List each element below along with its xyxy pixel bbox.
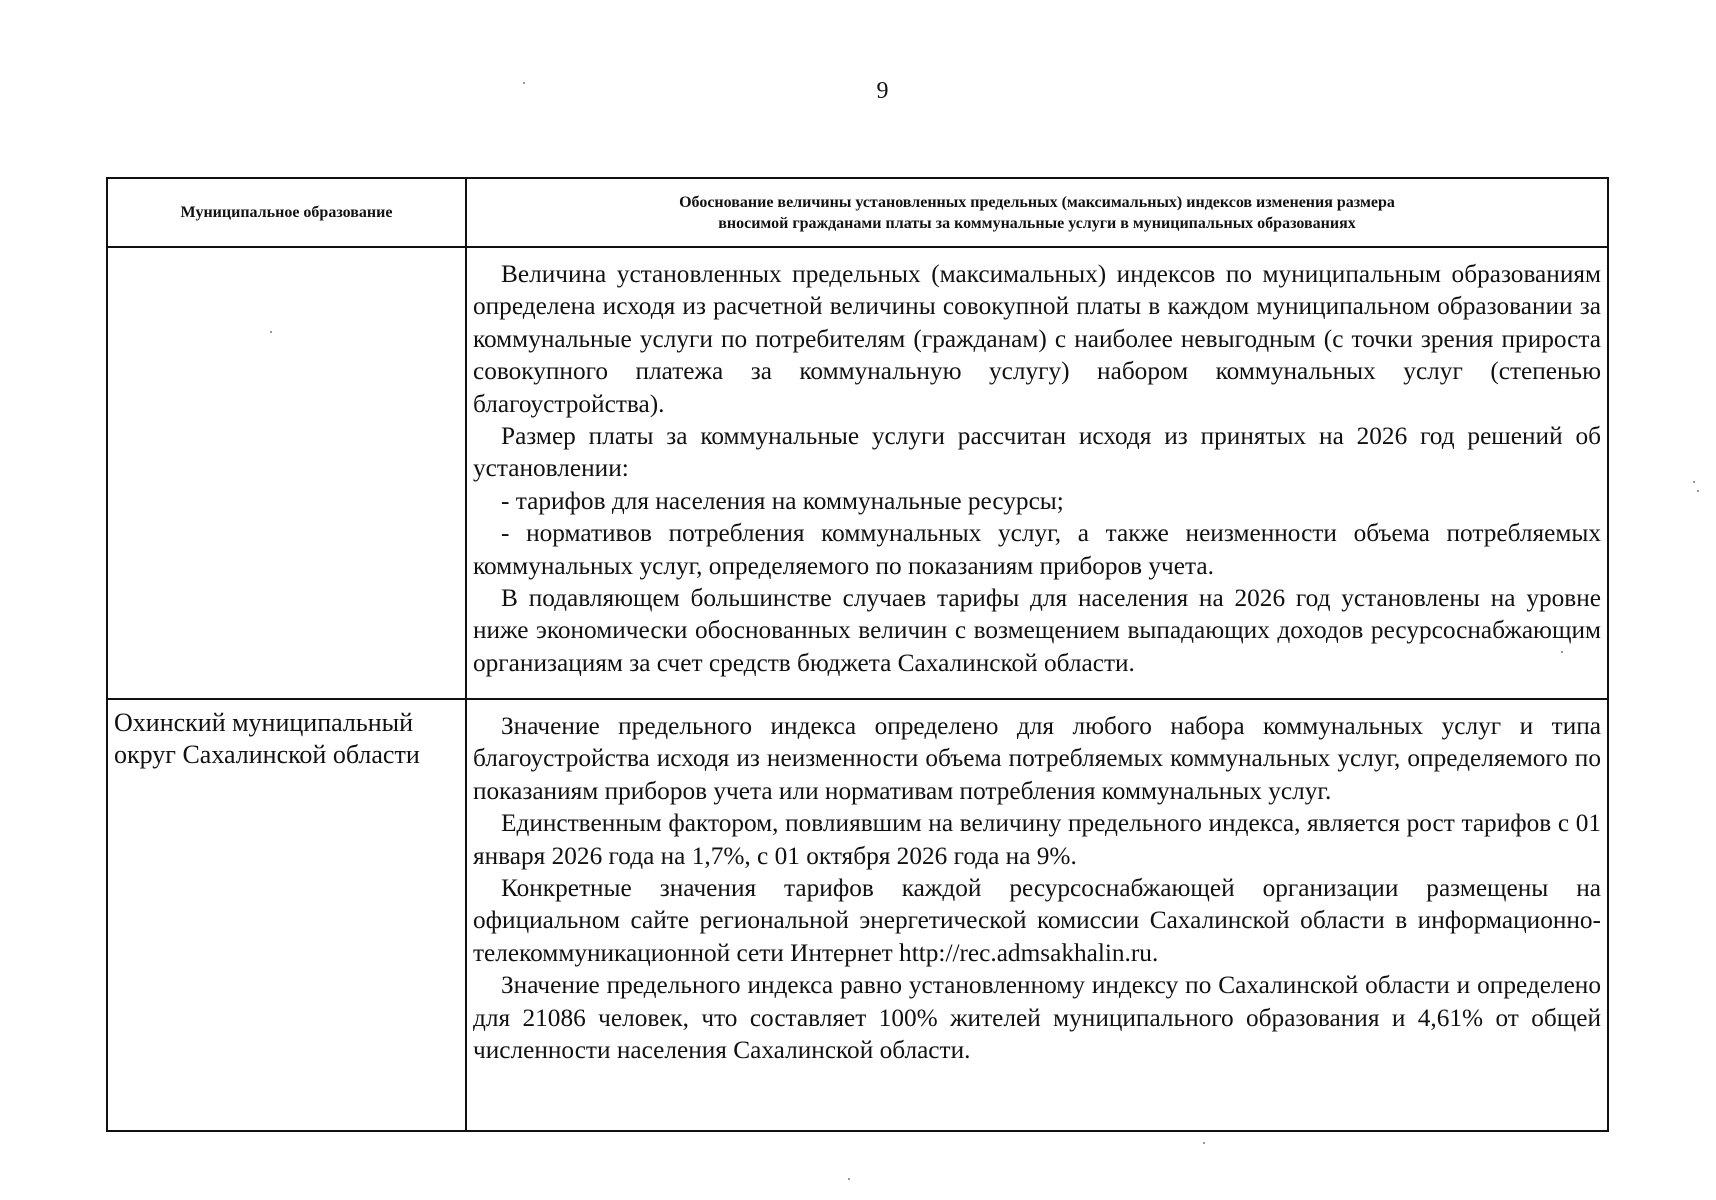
header-municipality — [107, 178, 466, 247]
justification-table — [106, 177, 1609, 1132]
justification-paragraph: Значение предельного индекса определено для любого набора коммунальных услуг и типа благоустройства исходя из неизменности объема потребляемых коммунальных услуг, определяемого по показаниям приборов учета или нормативам потребления коммунальных услуг. — [473, 712, 1601, 805]
header-justification-line-1: Обоснование величины установленных предельных (максимальных) индексов изменения размера — [679, 193, 1395, 211]
header-justification — [466, 178, 1608, 247]
justification-paragraph: Размер платы за коммунальные услуги рассчитан исходя из принятых на 2026 год решений об установлении: — [473, 422, 1601, 483]
municipality-cell — [107, 247, 466, 699]
header-justification-label — [467, 192, 1607, 234]
table-row — [107, 699, 1608, 1131]
municipality-cell: Охинский муниципальный округ Сахалинской области — [107, 699, 466, 1131]
scan-speck — [523, 82, 525, 84]
header-municipality-label: Муниципальное образование — [180, 204, 393, 221]
scan-speck — [1697, 490, 1699, 492]
justification-list-item: - нормативов потребления коммунальных услуг, а также неизменности объема потребляемых коммунальных услуг, определяемого по показаниям приборов учета. — [473, 519, 1601, 580]
justification-cell — [466, 699, 1608, 1131]
justification-paragraph: Величина установленных предельных (максимальных) индексов по муниципальным образованиям определена исходя из расчетной величины совокупной платы в каждом муниципальном образовании за коммунальные услуги по потребителям (гражданам) с наиболее невыгодным (с точки зрения прироста совокупного платежа за коммунальную услугу) набором коммунальных услуг (степенью благоустройства). — [473, 260, 1601, 418]
table-header-row — [107, 178, 1608, 247]
justification-list-item: - тарифов для населения на коммунальные ресурсы; — [501, 486, 1064, 515]
scan-speck — [848, 1178, 850, 1180]
header-justification-line-2: вносимой гражданами платы за коммунальные услуги в муниципальных образованиях — [718, 214, 1356, 232]
scan-speck — [1693, 481, 1695, 483]
scan-speck — [270, 331, 272, 333]
scan-speck — [1561, 651, 1563, 653]
justification-paragraph: В подавляющем большинстве случаев тарифы для населения на 2026 год установлены на уровне ниже экономически обоснованных величин с возмещением выпадающих доходов ресурсоснабжающим организациям за счет средств бюджета Сахалинской области. — [473, 584, 1601, 677]
justification-paragraph: Единственным фактором, повлиявшим на величину предельного индекса, является рост тарифов с 01 января 2026 года на 1,7%, с 01 октября 2026 года на 9%. — [473, 809, 1601, 870]
page-number: 9 — [876, 78, 889, 104]
justification-paragraph: Значение предельного индекса равно установленному индексу по Сахалинской области и определено для 21086 человек, что составляет 100% жителей муниципального образования и 4,61% от общей численности населения Сахалинской области. — [473, 971, 1601, 1065]
justification-cell — [466, 247, 1608, 699]
justification-paragraph: Конкретные значения тарифов каждой ресурсоснабжающей организации размещены на официальном сайте региональной энергетической комиссии Сахалинской области в информационно-телекоммуникационной сети Интернет http://rec.admsakhalin.ru. — [473, 874, 1601, 967]
scan-speck — [1203, 1142, 1205, 1144]
table-row — [107, 247, 1608, 699]
